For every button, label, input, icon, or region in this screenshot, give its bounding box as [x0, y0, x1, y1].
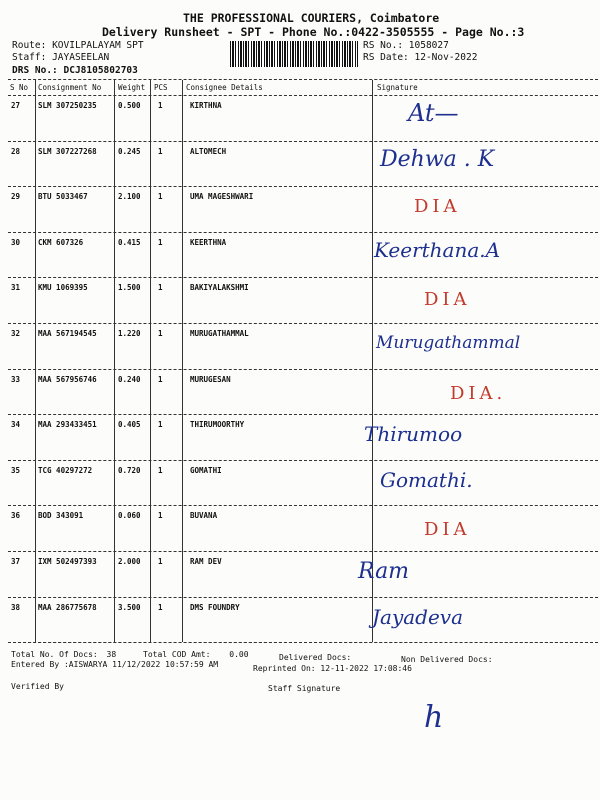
signature-handwritten: Keerthana.A	[374, 237, 501, 262]
runsheet-barcode	[230, 41, 358, 67]
cell-weight: 1.220	[118, 329, 141, 338]
total-cod-label: Total COD Amt:	[143, 650, 211, 659]
cell-consignee: MURUGATHAMMAL	[190, 329, 249, 338]
cell-consignee: KIRTHNA	[190, 101, 222, 110]
row-separator	[8, 277, 598, 278]
drs-label: DRS No.:	[12, 65, 58, 76]
cell-pcs: 1	[158, 329, 163, 338]
cell-weight: 0.500	[118, 101, 141, 110]
cell-sno: 29	[11, 192, 21, 202]
total-docs-label: Total No. Of Docs:	[11, 650, 98, 659]
non-delivered-docs-label: Non Delivered Docs:	[401, 655, 493, 664]
cell-consignee: GOMATHI	[190, 465, 222, 475]
row-separator	[8, 141, 598, 142]
cell-sno: 28	[11, 146, 21, 156]
cell-consignee: UMA MAGESHWARI	[190, 192, 254, 202]
cell-sno: 34	[11, 420, 21, 430]
cell-consignment: BOD 343091	[38, 511, 84, 521]
header-bottom-rule	[8, 95, 598, 96]
row-separator	[8, 460, 598, 461]
cell-pcs: 1	[158, 602, 163, 612]
signature-handwritten: Jayadeva	[372, 604, 464, 629]
header-top-rule	[8, 79, 598, 80]
rs-date-value: 12-Nov-2022	[414, 52, 478, 63]
staff-signature-label: Staff Signature	[268, 684, 341, 693]
verified-by-label: Verified By	[11, 682, 64, 691]
cell-sno: 37	[11, 557, 21, 566]
cell-consignee: DMS FOUNDRY	[190, 602, 240, 612]
cell-consignee: RAM DEV	[190, 557, 222, 566]
staff-label: Staff:	[12, 52, 47, 63]
col-sep-1	[35, 80, 36, 642]
col-header-pcs: PCS	[154, 83, 168, 92]
cell-consignee: ALTOMECH	[190, 146, 227, 156]
signature-handwritten: Gomathi.	[380, 467, 473, 492]
cell-consignment: MAA 293433451	[38, 420, 97, 430]
col-sep-4	[182, 80, 183, 642]
staff-value: JAYASEELAN	[52, 52, 110, 63]
cell-weight: 0.240	[118, 374, 141, 384]
col-sep-2	[114, 80, 115, 642]
cell-consignment: MAA 286775678	[38, 602, 97, 612]
signature-handwritten: Murugathammal	[376, 333, 521, 353]
cell-sno: 38	[11, 602, 21, 612]
col-sep-5	[372, 80, 373, 642]
reprinted-on: Reprinted On: 12-11-2022 17:08:46	[253, 664, 412, 673]
cell-consignment: IXM 502497393	[38, 557, 97, 566]
col-header-consignment: Consignment No	[38, 83, 102, 92]
signature-handwritten: Thirumoo	[364, 422, 463, 447]
cell-pcs: 1	[158, 465, 163, 475]
signature-handwritten: DIA	[424, 519, 471, 541]
route-label: Route:	[12, 40, 47, 51]
cell-consignment: MAA 567956746	[38, 374, 97, 384]
cell-consignment: CKM 607326	[38, 237, 84, 247]
staff-line	[12, 52, 109, 63]
staff-signature-mark: h	[424, 700, 444, 735]
cell-consignment: SLM 307250235	[38, 101, 97, 110]
cell-consignment: MAA 567194545	[38, 329, 97, 338]
cell-sno: 33	[11, 374, 21, 384]
cell-pcs: 1	[158, 192, 163, 202]
cell-pcs: 1	[158, 237, 163, 247]
signature-handwritten: DIA.	[450, 382, 507, 404]
cell-weight: 0.720	[118, 465, 141, 475]
cell-weight: 0.405	[118, 420, 141, 430]
cell-consignee: MURUGESAN	[190, 374, 231, 384]
cell-weight: 2.100	[118, 192, 141, 202]
col-sep-3	[150, 80, 151, 642]
col-header-sno: S No	[10, 83, 29, 92]
company-title: THE PROFESSIONAL COURIERS, Coimbatore	[183, 11, 440, 25]
cell-consignment: TCG 40297272	[38, 465, 93, 475]
row-separator	[8, 505, 598, 506]
col-header-weight: Weight	[118, 83, 146, 92]
cell-consignee: KEERTHNA	[190, 237, 227, 247]
cell-sno: 30	[11, 237, 21, 247]
row-separator	[8, 369, 598, 370]
row-separator	[8, 551, 598, 552]
cell-weight: 3.500	[118, 602, 141, 612]
col-header-consignee: Consignee Details	[186, 83, 263, 92]
runsheet-subtitle: Delivery Runsheet - SPT - Phone No.:0422-3505555 - Page No.:3	[102, 25, 525, 39]
row-separator	[8, 232, 598, 233]
signature-handwritten: At—	[408, 99, 459, 127]
cell-pcs: 1	[158, 511, 163, 521]
cell-consignee: BUVANA	[190, 511, 218, 521]
row-separator	[8, 323, 598, 324]
cell-consignment: SLM 307227268	[38, 146, 97, 156]
signature-handwritten: DIA	[414, 196, 461, 218]
cell-pcs: 1	[158, 146, 163, 156]
rs-no-value: 1058027	[408, 40, 449, 51]
delivered-docs-label: Delivered Docs:	[279, 653, 352, 662]
cell-consignee: BAKIYALAKSHMI	[190, 283, 249, 293]
total-docs-value: 38	[106, 650, 117, 659]
cell-pcs: 1	[158, 420, 163, 430]
cell-pcs: 1	[158, 557, 163, 566]
route-value: KOVILPALAYAM SPT	[52, 40, 144, 51]
total-cod-value: 0.00	[229, 650, 249, 659]
cell-sno: 27	[11, 101, 21, 110]
total-docs-line	[11, 650, 116, 659]
cell-sno: 35	[11, 465, 21, 475]
cell-sno: 31	[11, 283, 21, 293]
cell-sno: 32	[11, 329, 21, 338]
drs-value: DCJ8105802703	[63, 65, 138, 76]
row-separator	[8, 414, 598, 415]
footer-top-rule	[8, 642, 598, 643]
cell-consignment: KMU 1069395	[38, 283, 88, 293]
cell-weight: 0.060	[118, 511, 141, 521]
signature-handwritten: DIA	[424, 289, 471, 311]
rs-no-line	[363, 40, 449, 51]
signature-handwritten: Ram	[358, 559, 410, 584]
cell-sno: 36	[11, 511, 21, 521]
cell-weight: 2.000	[118, 557, 141, 566]
rs-no-label: RS No.:	[363, 40, 404, 51]
cell-weight: 0.415	[118, 237, 141, 247]
row-separator	[8, 186, 598, 187]
cell-consignment: BTU 5033467	[38, 192, 88, 202]
cell-pcs: 1	[158, 101, 163, 110]
entered-by: Entered By :AISWARYA 11/12/2022 10:57:59 AM	[11, 660, 219, 669]
total-cod-line	[143, 650, 249, 659]
route-line	[12, 40, 144, 51]
cell-pcs: 1	[158, 374, 163, 384]
cell-pcs: 1	[158, 283, 163, 293]
signature-handwritten: Dehwa . K	[380, 146, 495, 172]
cell-weight: 0.245	[118, 146, 141, 156]
rs-date-label: RS Date:	[363, 52, 409, 63]
cell-weight: 1.500	[118, 283, 141, 293]
drs-line	[12, 65, 138, 76]
col-header-signature: Signature	[377, 83, 418, 92]
rs-date-line	[363, 52, 477, 63]
row-separator	[8, 597, 598, 598]
cell-consignee: THIRUMOORTHY	[190, 420, 245, 430]
